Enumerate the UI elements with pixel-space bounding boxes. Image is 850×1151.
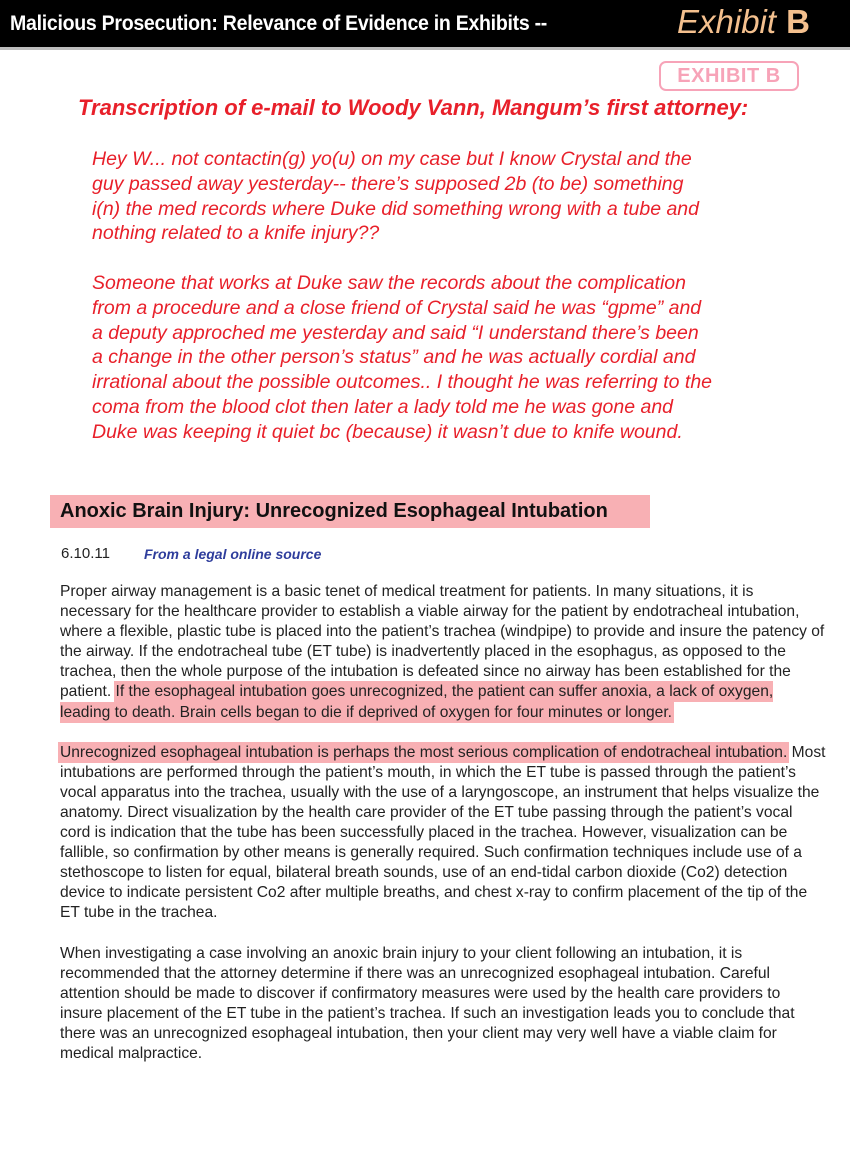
highlighted-text: Unrecognized esophageal intubation is perhaps the most serious complication of endotracheal intubation. xyxy=(60,743,788,761)
highlighted-text: If the esophageal intubation goes unrecognized, the patient can suffer anoxia, a lack of oxygen, leading to death. Brain cells began to die if deprived of oxygen for four minutes or longer. xyxy=(60,683,774,721)
paragraph-text: Proper airway management is a basic tenet of medical treatment for patients. In many situations, it is necessary for the healthcare provider to establish a viable airway for the patient by endotracheal intubation, where a flexible, plastic tube is placed into the patient’s trachea (windpipe) to provide and insure the patency of the airway. If the endotracheal tube (ET tube) is inadvertently placed in the esophagus, as opposed to the trachea, then the whole purpose of the intubation is defeated since no airway has been established for the patient. xyxy=(60,583,825,701)
email-line: a deputy approched me yesterday and said “I understand there’s been xyxy=(92,321,699,344)
article-paragraph-2 xyxy=(60,743,826,924)
email-transcription xyxy=(92,147,712,445)
paragraph-text: Most intubations are performed through the patient’s mouth, in which the ET tube is passed through the patient’s vocal apparatus into the trachea, usually with the use of a laryngoscope, an instrument that helps visualize the anatomy. Direct visualization by the health care provider of the ET tube passing through the patient’s vocal cord is indication that the tube has been successfully placed in the trachea. However, visualization can be fallible, so confirmation by other means is generally required. Such confirmation techniques include use of a stethoscope to listen for equal, bilateral breath sounds, use of an end-tidal carbon dioxide (Co2) detection device to indicate persistent Co2 after multiple breaths, and chest x-ray to confirm placement of the tip of the ET tube in the trachea. xyxy=(60,743,826,922)
exhibit-stamp: EXHIBIT B xyxy=(659,61,799,91)
email-line: i(n) the med records where Duke did something wrong with a tube and xyxy=(92,197,699,220)
email-paragraph-2 xyxy=(92,271,712,445)
article-paragraph-3: When investigating a case involving an anoxic brain injury to your client following an intubation, it is recommended that the attorney determine if there was an unrecognized esophageal intubation. Careful attention should be made to discover if confirmatory measures were used by the health care providers to insure placement of the ET tube in the patient’s trachea. If such an investigation leads you to conclude that there was an unrecognized esophageal intubation, then your client may very well have a viable claim for medical malpractice. xyxy=(60,944,795,1062)
article-title-bar xyxy=(50,495,650,528)
email-line: Someone that works at Duke saw the records about the complication xyxy=(92,271,686,294)
email-heading: Transcription of e-mail to Woody Vann, Mangum’s first attorney: xyxy=(78,95,749,120)
article-title: Anoxic Brain Injury: Unrecognized Esophageal Intubation xyxy=(60,500,608,522)
exhibit-label xyxy=(677,3,810,41)
email-line: irrational about the possible outcomes.. I thought he was referring to the xyxy=(92,371,713,394)
exhibit-word: Exhibit xyxy=(677,3,777,40)
exhibit-letter: B xyxy=(786,3,810,40)
email-line: Duke was keeping it quiet bc (because) it wasn’t due to knife wound. xyxy=(92,420,683,443)
email-line: Hey W... not contactin(g) yo(u) on my case but I know Crystal and the xyxy=(92,148,692,170)
email-line: coma from the blood clot then later a lady told me he was gone and xyxy=(92,395,674,418)
title-bar xyxy=(0,0,850,50)
article-date: 6.10.11 xyxy=(61,545,110,562)
email-paragraph-1 xyxy=(92,147,712,246)
email-line: nothing related to a knife injury?? xyxy=(92,222,380,245)
email-line: guy passed away yesterday-- there’s supposed 2b (to be) something xyxy=(92,172,684,195)
email-line: from a procedure and a close friend of Crystal said he was “gpme” and xyxy=(92,296,702,319)
page-title: Malicious Prosecution: Relevance of Evidence in Exhibits -- xyxy=(10,12,548,35)
article-paragraph-1 xyxy=(60,582,826,723)
article-source: From a legal online source xyxy=(144,546,322,562)
email-line: a change in the other person’s status” and he was actually cordial and xyxy=(92,346,696,369)
article-body xyxy=(60,582,826,1084)
